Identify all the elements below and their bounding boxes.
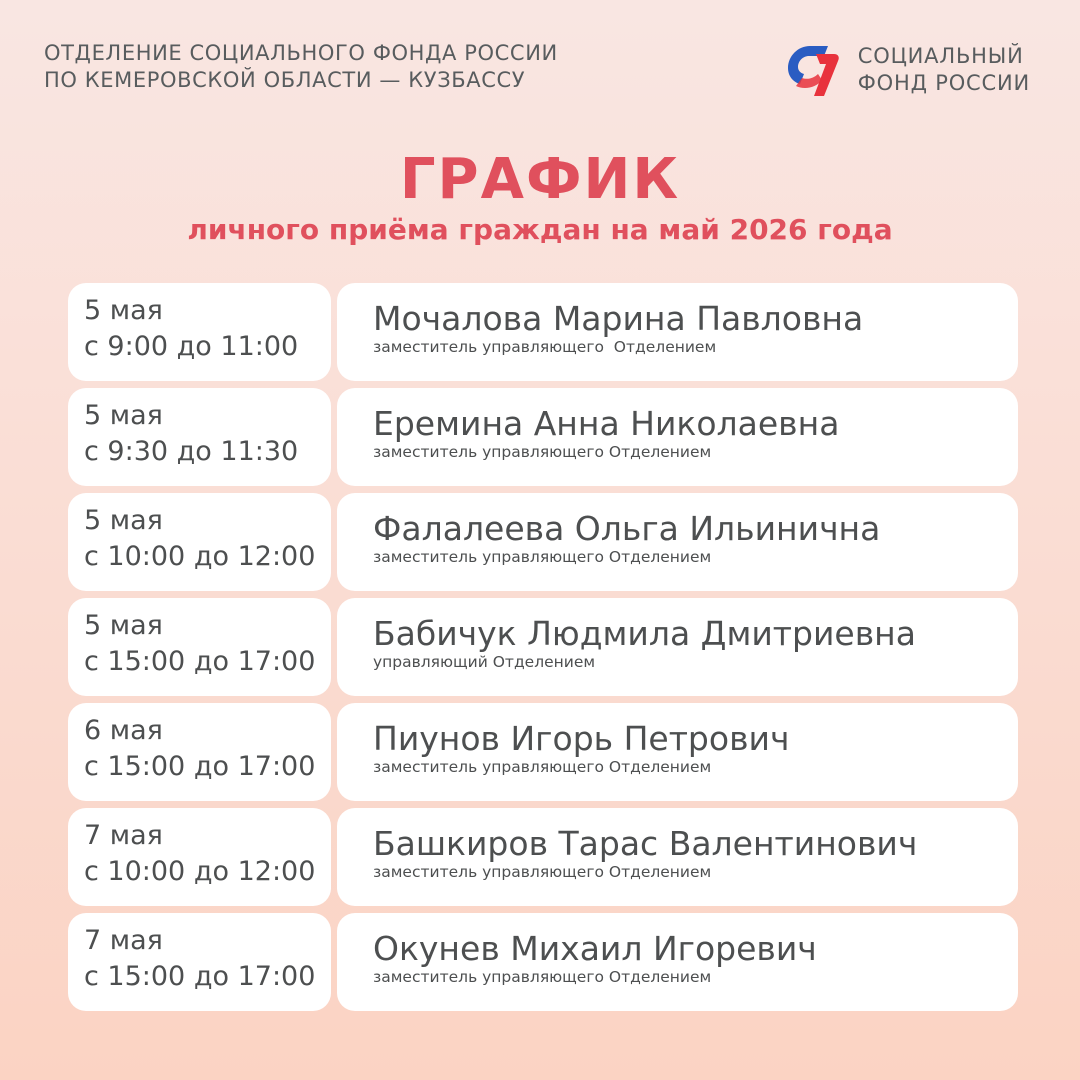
- date-time: с 15:00 до 17:00: [84, 646, 316, 677]
- date-time: с 15:00 до 17:00: [84, 961, 316, 992]
- date-time: с 10:00 до 12:00: [84, 541, 316, 572]
- schedule-row: [68, 493, 1018, 591]
- person-role: управляющий Отделением: [373, 653, 596, 671]
- person-role: заместитель управляющего Отделением: [373, 863, 712, 881]
- person-cell: [337, 808, 1018, 906]
- schedule-row: [68, 598, 1018, 696]
- date-time: с 10:00 до 12:00: [84, 856, 316, 887]
- person-cell: [337, 598, 1018, 696]
- brand: [776, 40, 1030, 100]
- person-name: Пиунов Игорь Петрович: [373, 719, 790, 758]
- schedule-row: [68, 808, 1018, 906]
- org-name-line1: ОТДЕЛЕНИЕ СОЦИАЛЬНОГО ФОНДА РОССИИ: [44, 41, 558, 65]
- date-cell: [68, 283, 331, 381]
- date-cell: [68, 913, 331, 1011]
- date-time: с 9:00 до 11:00: [84, 331, 299, 362]
- person-cell: [337, 283, 1018, 381]
- person-role: заместитель управляющего Отделением: [373, 338, 717, 356]
- schedule-row: [68, 388, 1018, 486]
- person-cell: [337, 388, 1018, 486]
- date-day: 7 мая: [84, 925, 163, 956]
- person-role: заместитель управляющего Отделением: [373, 443, 712, 461]
- brand-name: [858, 43, 1030, 97]
- person-cell: [337, 703, 1018, 801]
- schedule-row: [68, 283, 1018, 381]
- person-name: Окунев Михаил Игоревич: [373, 929, 817, 968]
- page-subtitle: личного приёма граждан на май 2026 года: [187, 213, 893, 246]
- org-name: [44, 40, 558, 94]
- page-title: ГРАФИК: [399, 147, 681, 212]
- date-cell: [68, 493, 331, 591]
- date-day: 5 мая: [84, 295, 163, 326]
- person-name: Бабичук Людмила Дмитриевна: [373, 614, 916, 653]
- date-day: 5 мая: [84, 400, 163, 431]
- date-time: с 9:30 до 11:30: [84, 436, 299, 467]
- org-name-line2: ПО КЕМЕРОВСКОЙ ОБЛАСТИ — КУЗБАССУ: [44, 68, 526, 92]
- date-cell: [68, 703, 331, 801]
- person-name: Еремина Анна Николаевна: [373, 404, 840, 443]
- date-day: 5 мая: [84, 505, 163, 536]
- person-role: заместитель управляющего Отделением: [373, 548, 712, 566]
- brand-name-line1: СОЦИАЛЬНЫЙ: [857, 44, 1024, 68]
- person-name: Башкиров Тарас Валентинович: [373, 824, 918, 863]
- date-cell: [68, 598, 331, 696]
- person-name: Мочалова Марина Павловна: [373, 299, 864, 338]
- person-name: Фалалеева Ольга Ильинична: [373, 509, 881, 548]
- schedule-row: [68, 703, 1018, 801]
- person-cell: [337, 913, 1018, 1011]
- date-day: 6 мая: [84, 715, 163, 746]
- date-cell: [68, 808, 331, 906]
- person-role: заместитель управляющего Отделением: [373, 758, 712, 776]
- brand-name-line2: ФОНД РОССИИ: [857, 71, 1030, 95]
- schedule-list: [68, 283, 1018, 1018]
- date-day: 5 мая: [84, 610, 163, 641]
- sfr-logo-icon: [776, 40, 844, 100]
- schedule-row: [68, 913, 1018, 1011]
- person-role: заместитель управляющего Отделением: [373, 968, 712, 986]
- date-cell: [68, 388, 331, 486]
- date-time: с 15:00 до 17:00: [84, 751, 316, 782]
- person-cell: [337, 493, 1018, 591]
- date-day: 7 мая: [84, 820, 163, 851]
